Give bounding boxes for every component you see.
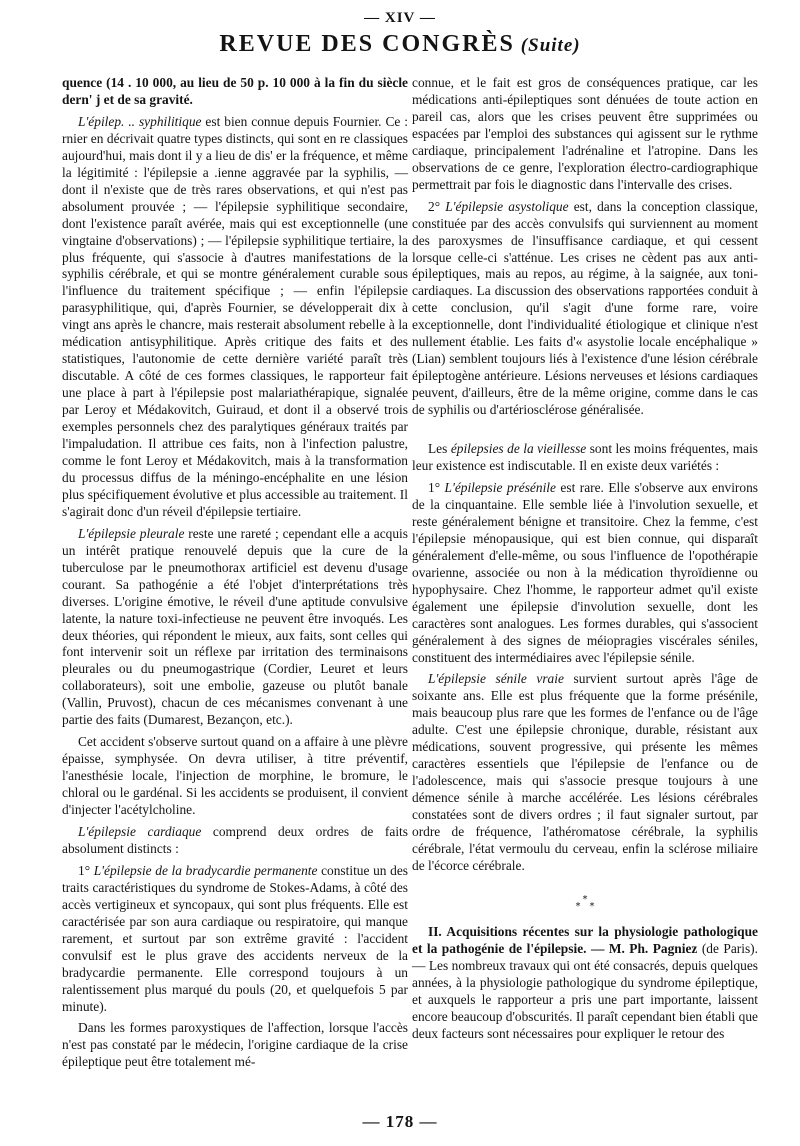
paragraph-text: survient surtout après l'âge de soixante ans. Elle est plus fréquente que la forme présénile, mais beaucoup plus rare que les formes de l'enfance ou de l'âge adulte. C'est une épilepsie chronique, durable, résistant aux médications, souvent progressive, qui présente les mêmes caractères essentiels que l'épilepsie de l'enfance ou de l'adolescence, mais qui s'associe presque toujours à une démence sénile à marche accélérée. Les lésions cérébrales constatées sont de divers ordres ; il faut signaler surtout, par ordre de fréquence, l'athéromatose cérébrale, la syphilis cérébrale, l'état vermoulu du cerveau, enfin la sclérose miliaire de l'écorce cérébrale. [412, 671, 758, 873]
term-syphilitic: L'épilep. .. syphilitique [78, 113, 202, 129]
asterism-icon [572, 895, 598, 909]
paragraph-syphilitic-epilepsy [62, 114, 408, 521]
paragraph-section-ii [412, 924, 758, 1043]
paragraph-old-age-epilepsy [412, 441, 758, 475]
paragraph-continuation: quence (14 . 10 000, au lieu de 50 p. 10 000 à la fin du siècle dern' j et de sa gravité. [62, 75, 408, 107]
paragraph-lead: Les [428, 441, 451, 457]
left-column [62, 75, 408, 1076]
paragraph-asystolic-epilepsy [412, 199, 758, 419]
svg-text:*: * [582, 894, 588, 905]
term-senile: L'épilepsie sénile vraie [428, 671, 564, 687]
paragraph-text: (de Paris). — Les nombreux travaux qui ont été consacrés, depuis quelques années, à la physiologie pathologique du syndrome épileptique, et auxquels le rapporteur a pris une part importante, laissent encore beaucoup d'obscurités. Il paraît cependant bien établi que deux facteurs sont nécessaires pour expliquer le retour des [412, 940, 758, 1041]
paragraph-text: sont les moins fréquentes, mais leur existence est indiscutable. Il en existe deux variétés : [412, 441, 759, 474]
paragraph-paroxysmal: Dans les formes paroxystiques de l'affection, lorsque l'accès n'est pas constaté par le médecin, l'origine cardiaque de la crise épileptique peut être totalement mé- [62, 1020, 408, 1070]
running-head-suite: (Suite) [520, 35, 581, 56]
paragraph-text: est bien connue depuis Fournier. Ce : rnier en décrivait quatre types distincts, qui sont en re classiques aujourd'hui, mais dont il y a lieu de dis' er la fréquence, et même la légitimité : l'épilepsie a .ienne aggravée par la syphilis, — dont il n'existe que de très rares observations, et qui n'est pas absolument prouvée ; — l'épilepsie syphilitique secondaire, dont l'existence paraît avérée, mais qui est exceptionnelle (une vingtaine d'observations) ; — l'épilepsie syphilitique tertiaire, la plus fréquente, qui s'associe à d'autres manifestations de la syphilis cérébrale, et qui se montre généralement curable sous l'influence du traitement spécifique ; — enfin l'épilepsie parasyphilitique, qui, d'après Fournier, se développerait dix à vingt ans après le chancre, mais resterait absolument rebelle à la médication antisyphilitique. Après critique des faits et des statistiques, l'autonomie de cette dernière variété paraît très discutable. A côté de ces formes classiques, le rapporteur fait une place à part à l'épilepsie post malariathérapique, signalée par Leroy et Médakovitch, Guiraud, et dont il a observé trois exemples personnels chez des paralytiques généraux traités par l'impaludation. Il attribue ces faits, non à l'infection palustre, comme le font Leroy et Médakovitch, mais à la transformation du processus diffus de la méningo-encéphalite en une lésion plus spécifiquement évolutive et plus accessible au traitement. Il s'agirait donc d'un réveil d'épilepsie tertiaire. [62, 113, 409, 519]
page-number: — 178 — [362, 1112, 438, 1131]
list-number: 1° [428, 479, 445, 495]
running-head [0, 30, 800, 60]
term-cardiac: L'épilepsie cardiaque [78, 823, 202, 839]
list-number: 2° [428, 198, 446, 214]
paragraph-text: comprend deux ordres de faits absolument distincts : [62, 823, 408, 856]
paragraph-senile [412, 671, 758, 874]
asterism-ornament [412, 895, 758, 914]
term-asystolic: L'épilepsie asystolique [445, 198, 569, 214]
section-heading-ii: II. Acquisitions récentes sur la physiologie pathologique et la pathogénie de l'épilepsie. — M. Ph. Pagniez [412, 923, 758, 956]
running-head-title: REVUE DES CONGRÈS [219, 31, 515, 57]
paragraph-text: est rare. Elle s'observe aux environs de la cinquantaine. Elle semble liée à l'involution sexuelle, et reste généralement bénigne et transitoire. Chez la femme, c'est l'épilepsie ménopausique, qui est bien connue, qui disparaît généralement d'elle-même, ou sous l'influence de l'opothérapie ovarienne, associée ou non à la médication thyroïdienne ou hypophysaire. Chez l'homme, le rapporteur admet qu'il existe également une épilepsie d'involution sexuelle, dont les caractères sont analogues. Les formes durables, qui s'associent généralement à des signes de méiopragies viscérales séniles, constituent des intermédiaires avec l'épilepsie sénile. [412, 479, 758, 665]
term-old-age: épilepsies de la vieillesse [450, 441, 587, 457]
paragraph-text: constitue un des traits caractéristiques du syndrome de Stokes-Adams, à côté des accès vertigineux et syncopaux, qui sont plus fréquents. Elle est caractérisée par son aura cardiaque ou respiratoire, qui manque rarement, et surtout par son extrême gravité : l'accident convulsif est le plus grave des accidents nerveux de la bradycardie permanente. Elle correspond toujours à un ralentissement plus marqué du pouls (20, et quelquefois 5 par minute). [62, 862, 408, 1014]
paragraph-continuation-right: connue, et le fait est gros de conséquences pratique, car les médications anti-épileptiques sont dénuées de toute action en pareil cas, alors que les crises peuvent être supprimées ou espacées par l'emploi des substances qui agissent sur le rythme cardiaque, principalement l'adrénaline et l'atropine. Dans les observations de ce genre, l'exploration électro-cardiographique permettrait par fois le diagnostic dans l'intervalle des crises. [412, 75, 758, 192]
paragraph-pleural-epilepsy [62, 526, 408, 729]
right-column [412, 75, 758, 1048]
term-bradycardia: L'épilepsie de la bradycardie permanente [93, 862, 318, 878]
paragraph-text: est, dans la conception classique, constituée par des accès convulsifs qui surviennent au moment des paroxysmes de l'insuffisance cardiaque, et qui cessent lorsque celle-ci s'atténue. Les crises ne cèdent pas aux anti-épileptiques, mais au repos, au régime, à la saignée, aux toni-cardiaques. La discussion des observations rapportées conduit à cette conclusion, qu'il s'agit d'une forme rare, voire exceptionnelle, dont l'individualité étiologique et clinique n'est nullement établie. Les faits d'« asystolie locale encéphalique » (Lian) semblent toujours liés à l'existence d'une lésion cérébrale épileptogène antérieure. Lésions nerveuses et lésions cardiaques peuvent, d'ailleurs, être de la même origine, comme dans le cas de syphilis ou d'artériosclérose généralisée. [412, 198, 758, 418]
term-presenile: L'épilepsie présénile [444, 479, 556, 495]
paragraph-text: reste une rareté ; cependant elle a acquis un intérêt pratique renouvelé depuis que la cure de la tuberculose par le pneumothorax artificiel est devenu d'usage courant. Sa pathogénie a été l'objet d'interprétations très diverses. L'origine émotive, le réveil d'une aptitude convulsive latente, la nature toxi-infectieuse ne peuvent être invoqués. Les deux théories, qui répondent le mieux, aux faits, sont celles qui font intervenir soit un réflexe par irritation des terminaisons pleurales ou du pneumogastrique (Cordier, Leuret et leurs collaborateurs), soit une embolie, gazeuse ou plutôt banale (Vallin, Pruvost), chacun de ces mécanismes convenant à une partie des faits (Dumarest, Bezançon, etc.). [62, 525, 408, 728]
list-number: 1° [78, 862, 94, 878]
paragraph-cardiac-epilepsy [62, 824, 408, 858]
roman-folio: — XIV — [364, 10, 436, 26]
paragraph-presenile [412, 480, 758, 666]
paragraph-bradycardia [62, 863, 408, 1016]
term-pleural: L'épilepsie pleurale [78, 525, 185, 541]
svg-text:*: * [575, 900, 581, 909]
svg-text:*: * [589, 900, 595, 909]
paragraph-prevention: Cet accident s'observe surtout quand on a affaire à une plèvre épaisse, symphysée. On devra utiliser, à titre préventif, l'anesthésie locale, l'injection de morphine, le bromure, le chloral ou le gardénal. Si les accidents se produisent, il convient d'injecter l'acétylcholine. [62, 734, 408, 818]
